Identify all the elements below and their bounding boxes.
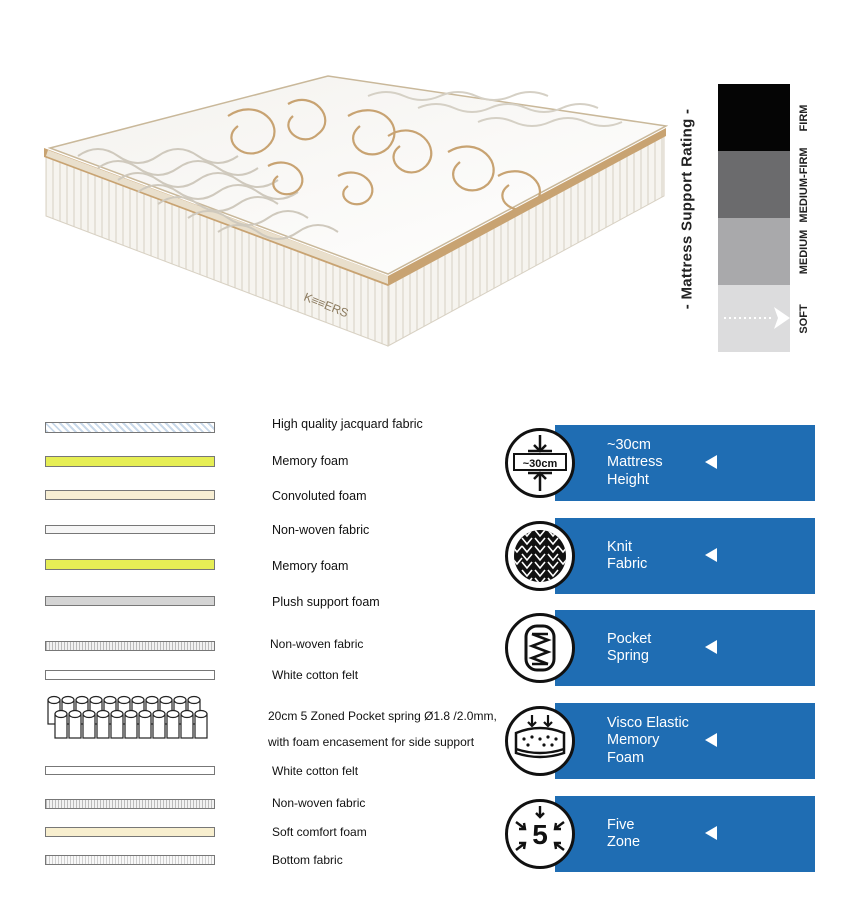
soft-marker-icon: [718, 285, 790, 352]
rating-block-medium: [718, 218, 790, 285]
rating-label-firm: FIRM: [798, 104, 810, 131]
spring-top: [181, 711, 193, 718]
arrow-left-icon: [705, 455, 717, 469]
spring-top: [195, 711, 207, 718]
rating-block-firm: [718, 84, 790, 151]
five-zone-icon: [505, 799, 575, 869]
layer-label-foam-encasement: with foam encasement for side support: [268, 735, 475, 749]
svg-text:5: 5: [532, 819, 548, 850]
layer-label-bottom-fabric: Bottom fabric: [272, 853, 343, 867]
layer-bar-cotton-felt-2: [45, 766, 215, 775]
feature-label: Visco Elastic Memory Foam: [607, 714, 689, 766]
layer-bar-memory-foam: [45, 456, 215, 467]
layer-label-plush-support: Plush support foam: [272, 595, 380, 609]
layer-bar-non-woven: [45, 525, 215, 534]
layer-label-non-woven-3: Non-woven fabric: [272, 796, 366, 810]
layer-label-convoluted-foam: Convoluted foam: [272, 489, 367, 503]
mattress-image: [38, 56, 668, 356]
feature-pocket-spring: [505, 610, 815, 686]
layer-label-soft-comfort: Soft comfort foam: [272, 825, 367, 839]
rating-block-medium-firm: [718, 151, 790, 218]
pocket-spring-icon: [505, 613, 575, 683]
spring-top: [118, 697, 130, 704]
layer-bar-bottom-fabric: [45, 855, 215, 865]
rating-label-medium-firm: MEDIUM-FIRM: [798, 146, 810, 223]
feature-memory-foam: [505, 703, 815, 779]
spring-top: [69, 711, 81, 718]
spring-top: [174, 697, 186, 704]
spring-top: [48, 697, 60, 704]
feature-mattress-height: [505, 425, 815, 501]
layer-bar-memory-foam-2: [45, 559, 215, 570]
rating-label-medium: MEDIUM: [798, 229, 810, 274]
feature-label: Knit Fabric: [607, 538, 648, 572]
layer-bar-cotton-felt: [45, 670, 215, 680]
spring-top: [97, 711, 109, 718]
spring-top: [146, 697, 158, 704]
spring-top: [83, 711, 95, 718]
rating-label-soft: SOFT: [798, 303, 810, 334]
spring-top: [188, 697, 200, 704]
spring-top: [62, 697, 74, 704]
layer-bar-non-woven-2: [45, 641, 215, 651]
arrow-left-icon: [705, 733, 717, 747]
arrow-left-icon: [705, 826, 717, 840]
layer-label-cotton-felt-2: White cotton felt: [272, 764, 359, 778]
spring-top: [139, 711, 151, 718]
layer-label-non-woven-2: Non-woven fabric: [270, 637, 364, 651]
layer-label-pocket-spring: 20cm 5 Zoned Pocket spring Ø1.8 /2.0mm,: [268, 709, 497, 723]
ruler-height-icon: [505, 428, 575, 498]
support-rating-title: - Mattress Support Rating -: [678, 108, 696, 310]
layer-bar-convoluted-foam: [45, 490, 215, 500]
spring-top: [160, 697, 172, 704]
feature-five-zone: [505, 796, 815, 872]
memory-foam-icon: [505, 706, 575, 776]
spring-top: [125, 711, 137, 718]
feature-label: ~30cm Mattress Height: [607, 436, 663, 488]
spring-top: [111, 711, 123, 718]
layer-label-memory-foam: Memory foam: [272, 454, 349, 468]
layer-bar-soft-comfort: [45, 827, 215, 837]
feature-label: Pocket Spring: [607, 630, 652, 664]
layer-label-jacquard: High quality jacquard fabric: [272, 417, 423, 431]
spring-top: [153, 711, 165, 718]
layer-label-memory-foam-2: Memory foam: [272, 559, 349, 573]
spring-top: [90, 697, 102, 704]
spring-top: [132, 697, 144, 704]
feature-label: Five Zone: [607, 816, 641, 850]
spring-top: [167, 711, 179, 718]
feature-knit-fabric: [505, 518, 815, 594]
pocket-spring-image: [44, 692, 219, 744]
rating-block-soft: [718, 285, 790, 352]
arrow-left-icon: [705, 640, 717, 654]
knit-fabric-icon: [505, 521, 575, 591]
layer-label-cotton-felt: White cotton felt: [272, 668, 359, 682]
layer-bar-plush-support: [45, 596, 215, 606]
arrow-left-icon: [705, 548, 717, 562]
spring-top: [76, 697, 88, 704]
spring-top: [104, 697, 116, 704]
layer-bar-jacquard: [45, 422, 215, 433]
layer-label-non-woven: Non-woven fabric: [272, 523, 370, 537]
layer-bar-non-woven-3: [45, 799, 215, 809]
svg-text:~30cm: ~30cm: [522, 458, 558, 470]
spring-top: [55, 711, 67, 718]
brand-logo: K≡≡ERS: [301, 289, 351, 321]
